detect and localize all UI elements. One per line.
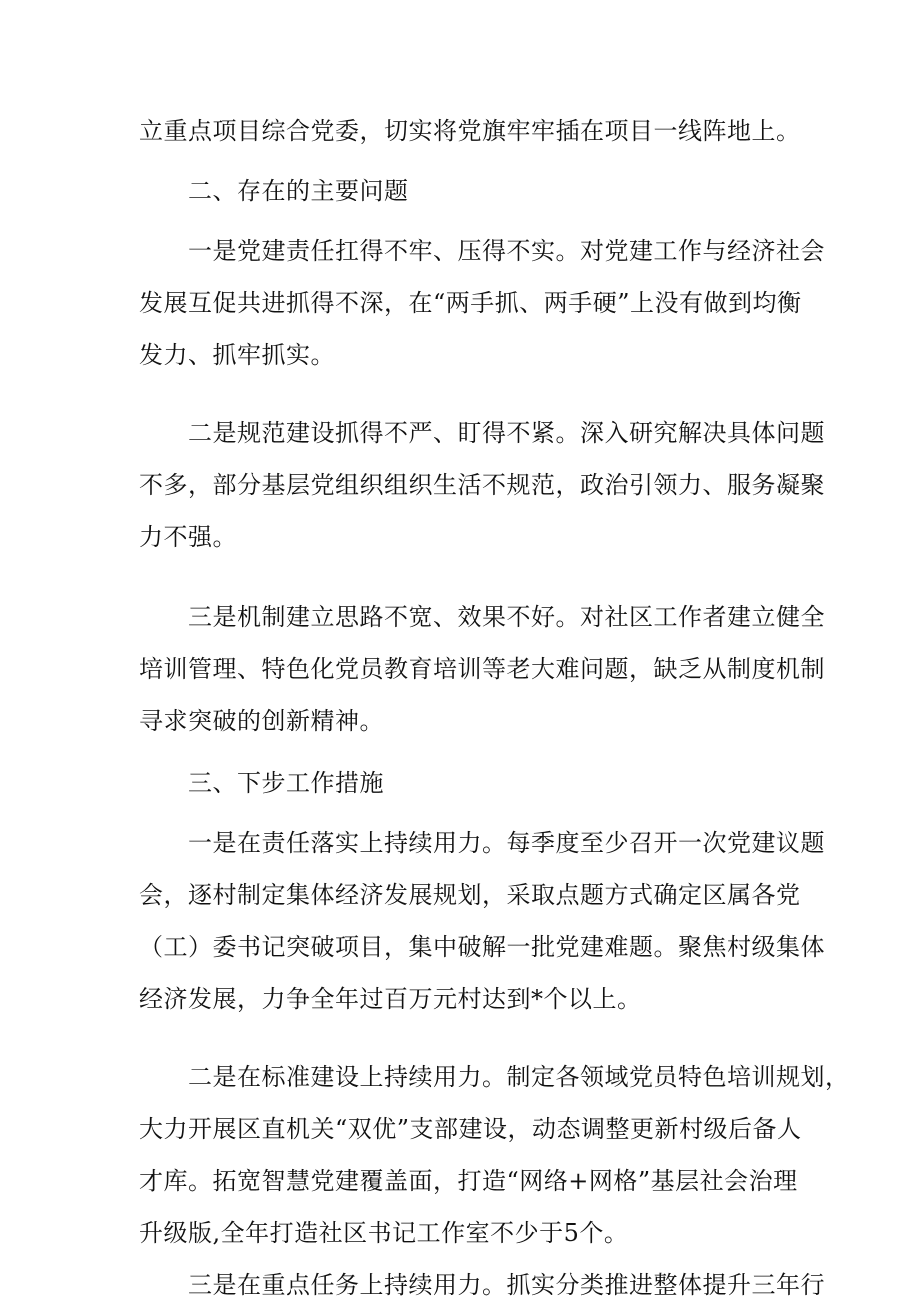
- text-line: 立重点项目综合党委，切实将党旗牢牢插在项目一线阵地上。: [139, 117, 801, 145]
- text-line: 三是机制建立思路不宽、效果不好。对社区工作者建立健全: [188, 603, 825, 631]
- text-line: 寻求突破的创新精神。: [139, 707, 384, 735]
- section-heading: 二、存在的主要问题: [188, 177, 409, 205]
- text-line: 一是在责任落实上持续用力。每季度至少召开一次党建议题: [188, 829, 825, 857]
- text-line: 不多，部分基层党组织组织生活不规范，政治引领力、服务凝聚: [139, 471, 825, 499]
- text-line: 才库。拓宽智慧党建覆盖面，打造“网络+网格”基层社会治理: [139, 1167, 798, 1195]
- text-line: 经济发展，力争全年过百万元村达到*个以上。: [139, 985, 642, 1013]
- text-line: 力不强。: [139, 523, 237, 551]
- text-line: 升级版,全年打造社区书记工作室不少于5个。: [139, 1219, 629, 1247]
- text-line: 会，逐村制定集体经济发展规划，采取点题方式确定区属各党: [139, 881, 801, 909]
- text-line: 二是在标准建设上持续用力。制定各领域党员特色培训规划，: [188, 1063, 850, 1091]
- text-line: 一是党建责任扛得不牢、压得不实。对党建工作与经济社会: [188, 237, 825, 265]
- text-line: 二是规范建设抓得不严、盯得不紧。深入研究解决具体问题: [188, 419, 825, 447]
- text-line: 发力、抓牢抓实。: [139, 341, 335, 369]
- text-line: 三是在重点任务上持续用力。抓实分类推进整体提升三年行: [188, 1271, 825, 1299]
- text-line: （工）委书记突破项目，集中破解一批党建难题。聚焦村级集体: [139, 933, 825, 961]
- text-line: 大力开展区直机关“双优”支部建设，动态调整更新村级后备人: [139, 1115, 802, 1143]
- section-heading: 三、下步工作措施: [188, 769, 384, 797]
- text-line: 发展互促共进抓得不深，在“两手抓、两手硬”上没有做到均衡: [139, 289, 802, 317]
- text-line: 培训管理、特色化党员教育培训等老大难问题，缺乏从制度机制: [139, 655, 825, 683]
